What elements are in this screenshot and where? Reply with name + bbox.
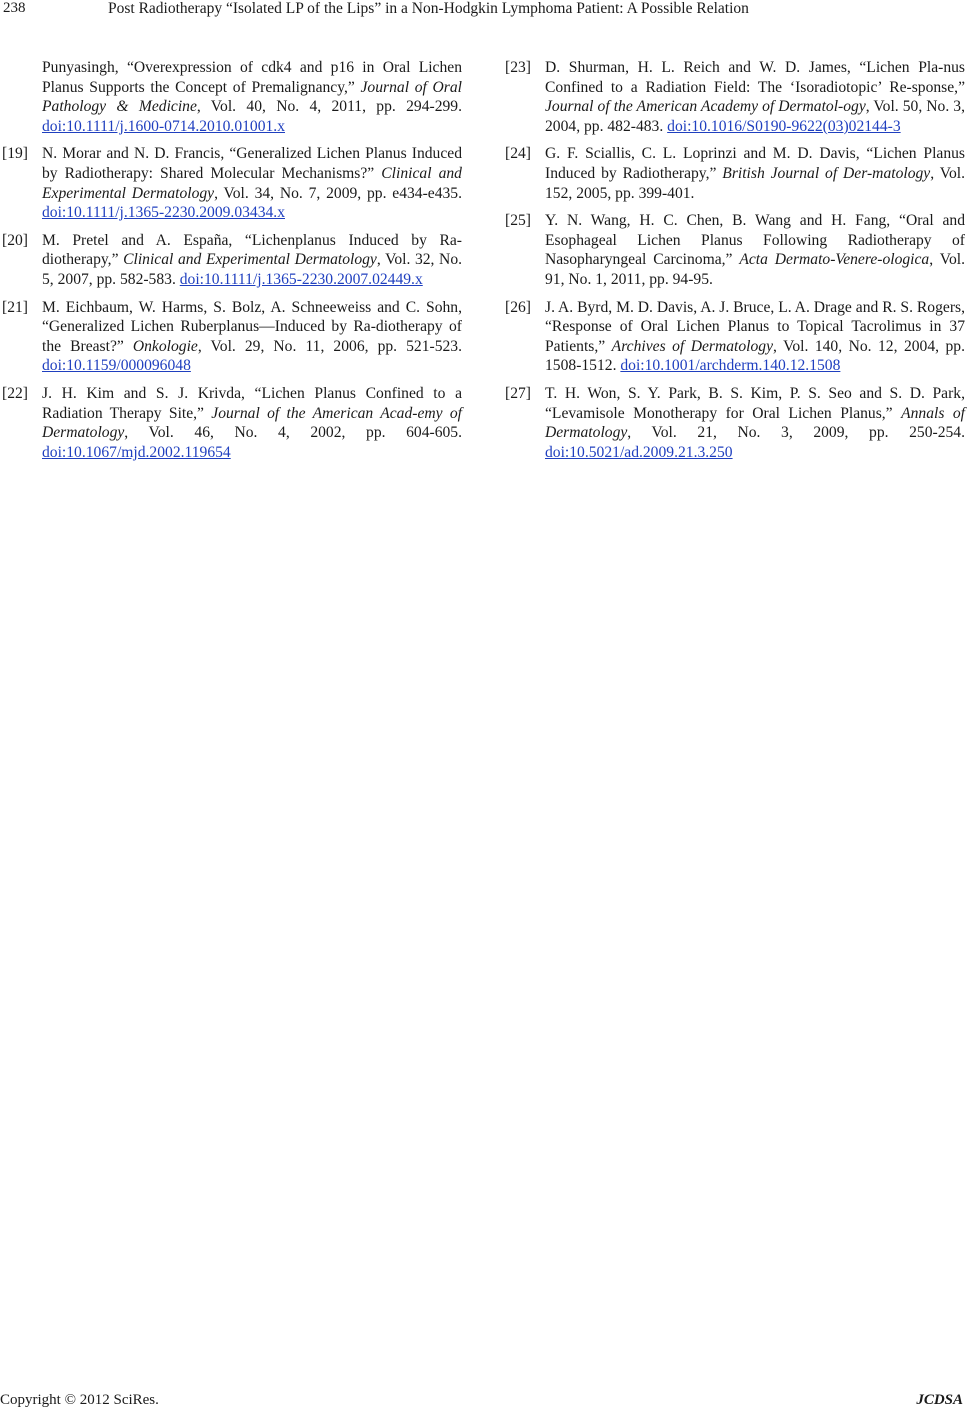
- journal-title: Journal of the American Academy of Dermatol-ogy: [545, 98, 866, 116]
- reference-text: T. H. Won, S. Y. Park, B. S. Kim, P. S. Seo and S. D. Park, “Levamisole Monotherapy for Oral Lichen Planus,” Annals of Dermatology, Vol. 21, No. 3, 2009, pp. 250-254. doi:10.5021/ad.2009.21.3.250: [545, 384, 965, 461]
- doi-link[interactable]: doi:10.1159/000096048: [42, 357, 191, 375]
- reference-text: G. F. Sciallis, C. L. Loprinzi and M. D. Davis, “Lichen Planus Induced by Radiotherapy,” British Journal of Der-matology, Vol. 152, 2005, pp. 399-401.: [545, 145, 965, 202]
- reference-number: [21]: [2, 298, 28, 316]
- reference-text: N. Morar and N. D. Francis, “Generalized Lichen Planus Induced by Radiotherapy: Shared Molecular Mechanisms?” Clinical and Experimental Dermatology, Vol. 34, No. 7, 2009, pp. e434-e435. doi:10.1111/j.1365-2230.2009.03434.x: [42, 145, 462, 222]
- journal-title: Annals of Dermatology: [545, 404, 965, 442]
- journal-title: British Journal of Der-matology: [722, 164, 931, 182]
- reference-24: [505, 144, 965, 203]
- reference-number: [24]: [505, 145, 531, 163]
- reference-19: [2, 144, 462, 222]
- reference-18-continued: [2, 58, 462, 136]
- journal-title: Journal of the American Acad-emy of Dermatology: [42, 404, 462, 442]
- footer-journal-abbrev: JCDSA: [916, 1392, 963, 1408]
- journal-title: Clinical and Experimental Dermatology: [123, 251, 377, 269]
- doi-link[interactable]: doi:10.1016/S0190-9622(03)02144-3: [667, 117, 901, 135]
- reference-text: Y. N. Wang, H. C. Chen, B. Wang and H. Fang, “Oral and Esophageal Lichen Planus Following Radiotherapy of Nasopharyngeal Carcinoma,” Acta Dermato-Venere-ologica, Vol. 91, No. 1, 2011, pp. 94-95.: [545, 212, 965, 288]
- running-title: Post Radiotherapy “Isolated LP of the Lips” in a Non-Hodgkin Lymphoma Patient: A Possible Relation: [108, 0, 749, 17]
- reference-text: J. H. Kim and S. J. Krivda, “Lichen Planus Confined to a Radiation Therapy Site,” Journal of the American Acad-emy of Dermatology, Vol. 46, No. 4, 2002, pp. 604-605. doi:10.1067/mjd.2002.119654: [42, 384, 462, 461]
- doi-link[interactable]: doi:10.1111/j.1600-0714.2010.01001.x: [42, 117, 285, 135]
- reference-text: J. A. Byrd, M. D. Davis, A. J. Bruce, L. A. Drage and R. S. Rogers, “Response of Oral Lichen Planus to Topical Tacrolimus in 37 Patients,” Archives of Dermatology, Vol. 140, No. 12, 2004, pp. 1508-1512. doi:10.1001/archderm.140.12.1508: [545, 298, 965, 375]
- journal-title: Clinical and Experimental Dermatology: [42, 164, 462, 202]
- reference-number: [27]: [505, 384, 531, 402]
- reference-21: [2, 298, 462, 376]
- reference-text: M. Eichbaum, W. Harms, S. Bolz, A. Schneeweiss and C. Sohn, “Generalized Lichen Ruberplanus—Induced by Ra-diotherapy of the Breast?” Onkologie, Vol. 29, No. 11, 2006, pp. 521-523. doi:10.1159/000096048: [42, 298, 463, 375]
- reference-text: D. Shurman, H. L. Reich and W. D. James, “Lichen Pla-nus Confined to a Radiation Field: The ‘Isoradiotopic’ Re-sponse,” Journal of the American Academy of Dermatol-ogy, Vol. 50, No. 3, 2004, pp. 482-483. doi:10.1016/S0190-9622(03)02144-3: [545, 59, 965, 135]
- journal-title: Onkologie: [132, 337, 198, 355]
- journal-title: Archives of Dermatology: [611, 337, 773, 355]
- reference-text: Punyasingh, “Overexpression of cdk4 and p16 in Oral Lichen Planus Supports the Concept of Premalignancy,” Journal of Oral Pathology & Medicine, Vol. 40, No. 4, 2011, pp. 294-299. doi:10.1111/j.1600-0714.2010.01001.x: [42, 59, 462, 135]
- reference-23: [505, 58, 965, 136]
- reference-20: [2, 231, 462, 290]
- footer-copyright: Copyright © 2012 SciRes.: [0, 1392, 159, 1408]
- reference-27: [505, 384, 965, 462]
- reference-text: M. Pretel and A. España, “Lichenplanus Induced by Ra-diotherapy,” Clinical and Experimental Dermatology, Vol. 32, No. 5, 2007, pp. 582-583. doi:10.1111/j.1365-2230.2007.02449.x: [42, 231, 463, 288]
- journal-title: Acta Dermato-Venere-ologica: [739, 251, 930, 269]
- reference-number: [26]: [505, 298, 531, 316]
- page-number: 238: [3, 0, 26, 16]
- journal-title: Journal of Oral Pathology & Medicine: [42, 78, 462, 116]
- doi-link[interactable]: doi:10.1001/archderm.140.12.1508: [620, 357, 841, 375]
- reference-number: [20]: [2, 231, 28, 249]
- reference-number: [22]: [2, 384, 28, 402]
- doi-link[interactable]: doi:10.1111/j.1365-2230.2009.03434.x: [42, 204, 285, 222]
- references-left-column: [2, 58, 462, 470]
- reference-number: [19]: [2, 145, 28, 163]
- reference-25: [505, 211, 965, 289]
- doi-link[interactable]: doi:10.1111/j.1365-2230.2007.02449.x: [179, 270, 423, 288]
- references-right-column: [505, 58, 965, 470]
- reference-number: [25]: [505, 212, 531, 230]
- doi-link[interactable]: doi:10.5021/ad.2009.21.3.250: [545, 443, 733, 461]
- reference-number: [23]: [505, 59, 531, 76]
- reference-22: [2, 384, 462, 462]
- reference-26: [505, 298, 965, 376]
- doi-link[interactable]: doi:10.1067/mjd.2002.119654: [42, 443, 231, 461]
